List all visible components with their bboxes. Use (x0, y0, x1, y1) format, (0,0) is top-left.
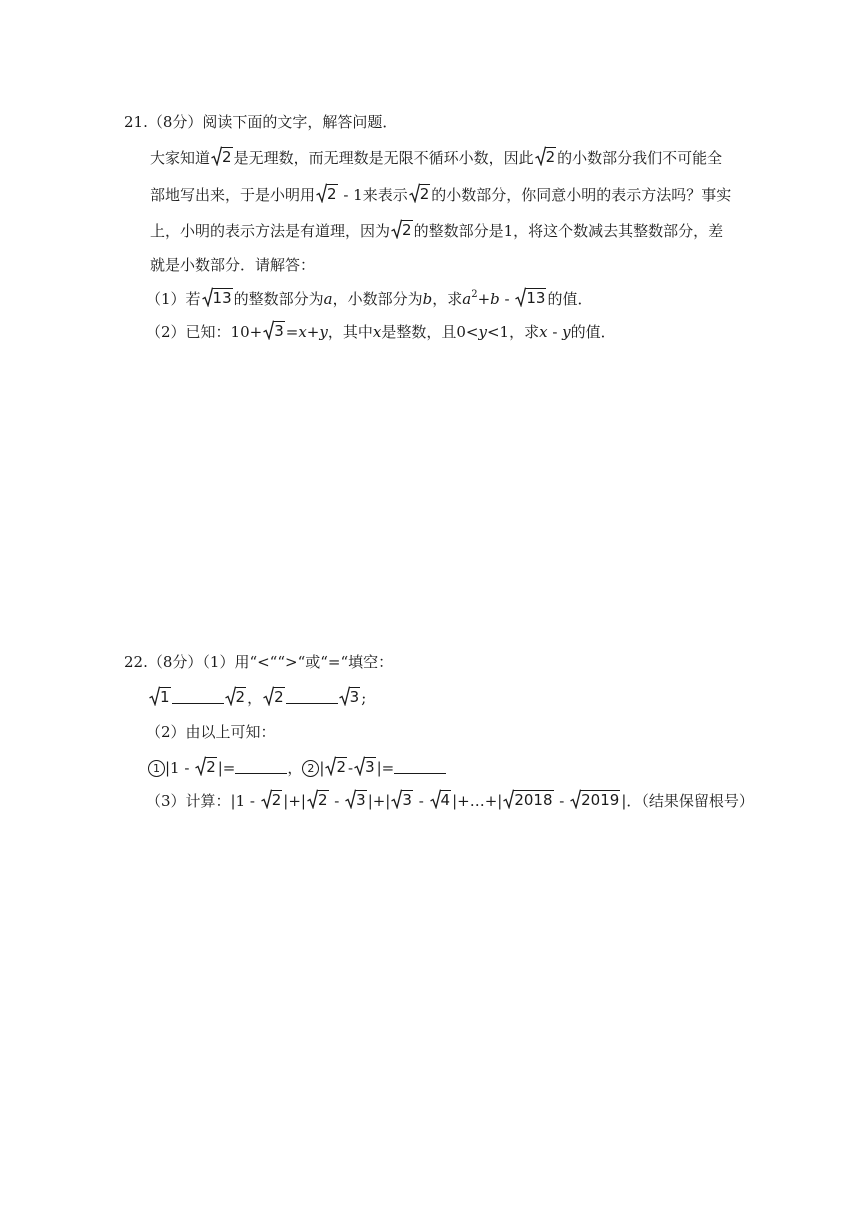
q21-paragraph-line-3: 上，小明的表示方法是有道理，因为 2 的整数部分是1，将这个数减去其整数部分，差 (150, 221, 724, 240)
sqrt-2: 2 (263, 686, 285, 706)
circled-number-2: 2 (302, 760, 319, 777)
sqrt-3: 3 (339, 686, 361, 706)
sqrt-2: 2 (307, 789, 329, 809)
sqrt-3: 3 (263, 320, 285, 340)
q21-paragraph-line-2: 部地写出来，于是小明用 2 - 1来表示 2 的小数部分，你同意小明的表示方法吗？事实 (150, 185, 732, 204)
sqrt-2: 2 (391, 219, 413, 239)
sqrt-3: 3 (391, 789, 413, 809)
sqrt-2: 2 (211, 146, 233, 166)
q22-subquestion-2: （2）由以上可知： (146, 723, 276, 741)
circled-number-1: 1 (148, 760, 165, 777)
answer-blank[interactable] (394, 759, 446, 774)
q21-subquestion-2: （2）已知：10+ 3 =x+y，其中x是整数，且0<y<1，求x - y的值． (146, 322, 616, 341)
sqrt-1: 1 (149, 686, 171, 706)
sqrt-4: 4 (430, 789, 452, 809)
sqrt-2: 2 (535, 146, 557, 166)
sqrt-2: 2 (409, 183, 431, 203)
sqrt-3: 3 (345, 789, 367, 809)
answer-blank[interactable] (286, 689, 338, 704)
q22-header: 22.（8分）（1）用“<““>“或“=“填空： (124, 653, 394, 671)
sqrt-2019: 2019 (570, 789, 620, 809)
sqrt-2: 2 (261, 789, 283, 809)
q22-fill-line: 1 2 ， 2 3 ; (148, 686, 366, 709)
sqrt-2: 2 (225, 686, 247, 706)
answer-blank[interactable] (172, 689, 224, 704)
sqrt-2: 2 (316, 183, 338, 203)
q21-paragraph-line-4: 就是小数部分．请解答： (150, 256, 316, 274)
sqrt-3: 3 (354, 756, 376, 776)
sqrt-13: 13 (515, 287, 546, 307)
q21-header: 21.（8分）阅读下面的文字，解答问题． (124, 113, 398, 131)
q21-paragraph-line-1: 大家知道 2 是无理数，而无理数是无限不循环小数，因此 2 的小数部分我们不可能全 (150, 148, 723, 167)
q21-subquestion-1: （1）若 13 的整数部分为a，小数部分为b，求$a^2+b$ - 13 的值． (146, 289, 593, 308)
sqrt-2018: 2018 (503, 789, 553, 809)
q22-items-line: 1 |1 - 2 |= ， 2 | 2 - 3 |= (148, 756, 446, 779)
sqrt-2: 2 (325, 756, 347, 776)
sqrt-2: 2 (195, 756, 217, 776)
answer-blank[interactable] (235, 759, 287, 774)
q22-subquestion-3: （3）计算：|1 - 2 |+| 2 - 3 |+| 3 - 4 |+…+| 2018 - 2019 |．（结果保留根号） (146, 791, 754, 810)
sqrt-13: 13 (202, 287, 233, 307)
